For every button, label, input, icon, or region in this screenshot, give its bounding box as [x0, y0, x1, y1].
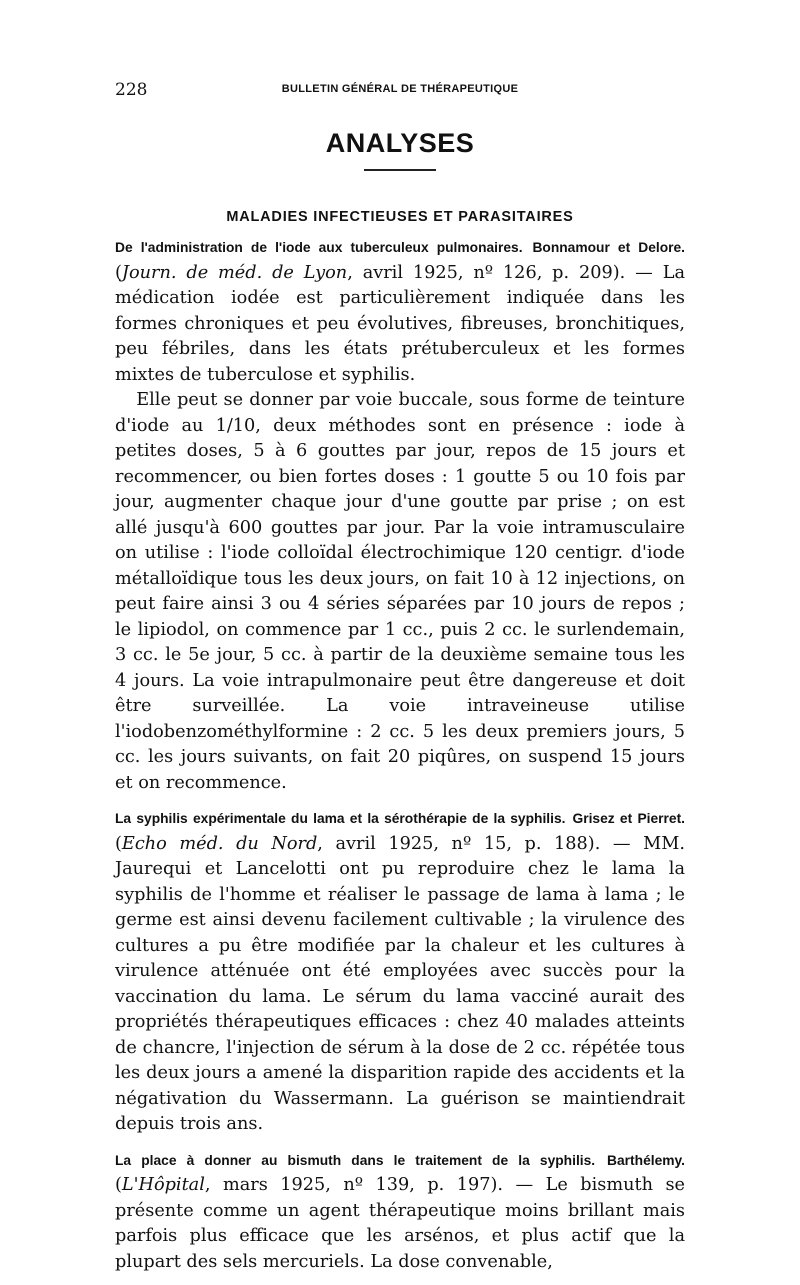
article-title: La place à donner au bismuth dans le traitement de la syphilis.	[115, 1152, 596, 1168]
article-title: De l'administration de l'iode aux tuberculeux pulmonaires.	[115, 240, 523, 255]
article-paragraph: Le bismuth se présente comme un agent thérapeutique moins brillant mais parfois plus efficace que les arsénos, et plus actif que la plupart des sels mercuriels. La dose convenable,	[115, 1175, 685, 1272]
article-authors: Bonnamour et Delore.	[532, 240, 686, 255]
section-title: ANALYSES	[325, 128, 475, 158]
page	[115, 78, 685, 1285]
article-paragraph: MM. Jaurequi et Lancelotti ont pu reproduire chez le lama la syphilis de l'homme et réaliser le passage de lama à lama ; le germe est ainsi devenu facilement cultivable ; la virulence des cultures a pu être modifiée par la chaleur et les cultures à virulence atténuée ont été employées avec succès pour la vaccination du lama. Le sérum du lama vacciné aurait des propriétés thérapeutiques efficaces : chez 40 malades atteints de chancre, l'injection de sérum à la dose de 2 cc. répétée tous les deux jours a amené la disparition rapide des accidents et la négativation du Wassermann. La guérison se maintiendrait depuis trois ans.	[115, 833, 686, 1134]
running-header	[115, 78, 685, 102]
article-paragraph: La médication iodée est particulièrement indiquée dans les formes chroniques et peu évolutives, fibreuses, bronchitiques, peu fébriles, dans les états prétuberculeux et les formes mixtes de tuberculose et syphilis.	[115, 262, 685, 385]
article-authors: Barthélemy.	[607, 1152, 686, 1168]
article-paragraph: Elle peut se donner par voie buccale, sous forme de teinture d'iode au 1/10, deux méthodes sont en présence : iode à petites doses, 5 à 6 gouttes par jour, repos de 15 jours et recommencer, ou bien fortes doses : 1 goutte 5 ou 10 fois par jour, augmenter chaque jour d'une goutte par prise ; on est allé jusqu'à 600 gouttes par jour. Par la voie intramusculaire on utilise : l'iode colloïdal électrochimique 120 centigr. d'iode métalloïdique tous les deux jours, on fait 10 à 12 injections, on peut faire ainsi 3 ou 4 séries séparées par 10 jours de repos ; le lipiodol, on commence par 1 cc., puis 2 cc. le surlendemain, 3 cc. le 5e jour, 5 cc. à partir de la deuxième semaine tous les 4 jours. La voie intrapulmonaire peut être dangereuse et doit être surveillée. La voie intraveineuse utilise l'iodobenzométhylformine : 2 cc. 5 les deux premiers jours, 5 cc. les jours suivants, on fait 20 piqûres, on suspend 15 jours et on recommence.	[115, 390, 685, 793]
source-journal: Journ. de méd. de Lyon	[121, 262, 348, 283]
article-authors: Grisez et Pierret.	[572, 811, 685, 826]
article-source: (Echo méd. du Nord, avril 1925, nº 15, p. 188). —	[115, 833, 644, 854]
subsection-title: MALADIES INFECTIEUSES ET PARASITAIRES	[226, 209, 574, 225]
article-title: La syphilis expérimentale du lama et la sérothérapie de la syphilis.	[115, 811, 566, 826]
article-bismuth	[115, 1148, 685, 1276]
journal-title: BULLETIN GÉNÉRAL DE THÉRAPEUTIQUE	[281, 83, 519, 95]
page-number: 228	[115, 80, 148, 100]
source-journal: L'Hôpital	[121, 1175, 205, 1195]
article-iode-tuberculeux	[115, 235, 685, 796]
source-journal: Echo méd. du Nord	[121, 833, 318, 854]
title-rule	[364, 169, 436, 171]
article-source: (Journ. de méd. de Lyon, avril 1925, nº 126, p. 209). —	[115, 262, 663, 283]
article-syphilis-lama	[115, 806, 685, 1138]
article-source: (L'Hôpital, mars 1925, nº 139, p. 197). —	[115, 1175, 546, 1195]
